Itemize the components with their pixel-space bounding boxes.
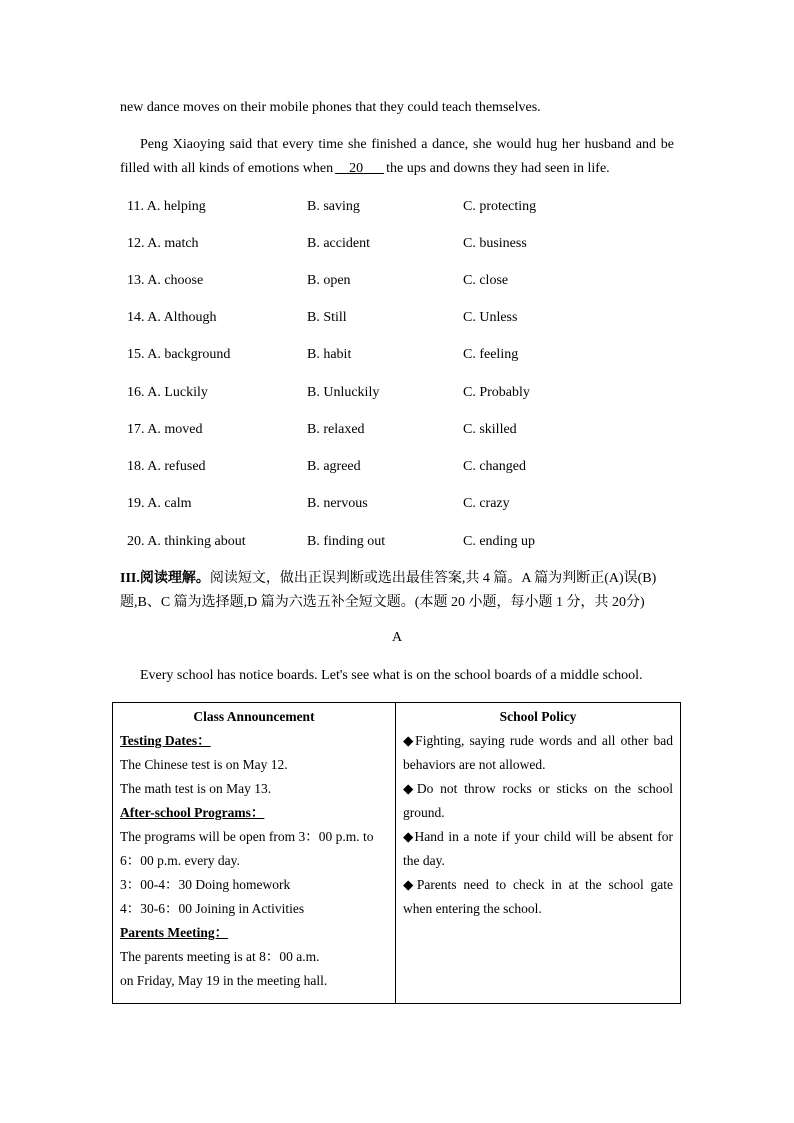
policy-rule: ◆Do not throw rocks or sticks on the school ground.	[403, 781, 673, 820]
meeting-line: on Friday, May 19 in the meeting hall.	[120, 973, 328, 988]
passage-letter: A	[391, 630, 403, 645]
programs-line: 4：30-6：00 Joining in Activities	[120, 901, 305, 916]
school-policy-header: School Policy	[499, 709, 577, 724]
option-a[interactable]: 20. A. thinking about	[127, 534, 246, 549]
option-row-18	[0, 457, 794, 477]
option-c[interactable]: C. skilled	[463, 422, 517, 437]
paragraph-text-end: the ups and downs they had seen in life.	[386, 161, 610, 176]
option-row-14	[0, 308, 794, 328]
programs-line: The programs will be open from 3：00 p.m. to 6：00 p.m. every day.	[120, 829, 374, 868]
programs-title: After-school Programs：	[120, 805, 265, 820]
option-b[interactable]: B. agreed	[307, 459, 361, 474]
blank-number: 20	[349, 161, 364, 176]
policy-rule: ◆Fighting, saying rude words and all other bad behaviors are not allowed.	[403, 733, 673, 772]
option-a[interactable]: 13. A. choose	[127, 273, 204, 288]
policy-rule: ◆Parents need to check in at the school gate when entering the school.	[403, 877, 673, 916]
option-c[interactable]: C. crazy	[463, 496, 510, 511]
option-row-11	[0, 197, 794, 217]
option-c[interactable]: C. changed	[463, 459, 526, 474]
school-policy-cell	[396, 703, 681, 1004]
option-c[interactable]: C. Probably	[463, 385, 530, 400]
programs-line: 3：00-4：30 Doing homework	[120, 877, 291, 892]
option-c[interactable]: C. Unless	[463, 310, 518, 325]
passage-intro: Every school has notice boards. Let's see what is on the school boards of a middle school.	[140, 668, 643, 683]
meeting-line: The parents meeting is at 8：00 a.m.	[120, 949, 320, 964]
option-row-20	[0, 532, 794, 552]
option-row-19	[0, 494, 794, 514]
option-a[interactable]: 17. A. moved	[127, 422, 203, 437]
testing-dates-title: Testing Dates：	[120, 733, 211, 748]
option-a[interactable]: 18. A. refused	[127, 459, 206, 474]
parents-meeting-title: Parents Meeting：	[120, 925, 229, 940]
notice-table	[112, 702, 681, 1004]
class-announcement-header: Class Announcement	[193, 709, 315, 724]
testing-line: The Chinese test is on May 12.	[120, 757, 288, 772]
option-c[interactable]: C. protecting	[463, 199, 537, 214]
section-instructions: 阅读短文，做出正误判断或选出最佳答案,共 4 篇。A 篇为判断正(A)误(B)题,B、C 篇为选择题,D 篇为六选五补全短文题。(本题 20 小题，每小题 1 分，共 20分)	[120, 571, 657, 610]
testing-line: The math test is on May 13.	[120, 781, 272, 796]
passage-line: new dance moves on their mobile phones that they could teach themselves.	[120, 100, 541, 115]
section-title-bold: III.阅读理解。	[120, 571, 210, 586]
option-row-12	[0, 234, 794, 254]
paragraph-text: Peng Xiaoying said that every time she finished a dance, she would hug her husband and be filled with all kinds of emotions when	[120, 137, 674, 176]
option-b[interactable]: B. saving	[307, 199, 360, 214]
option-row-16	[0, 383, 794, 403]
option-b[interactable]: B. accident	[307, 236, 370, 251]
option-a[interactable]: 14. A. Although	[127, 310, 217, 325]
class-announcement-cell	[113, 703, 396, 1004]
option-b[interactable]: B. open	[307, 273, 351, 288]
blank-20[interactable]	[333, 161, 386, 176]
option-a[interactable]: 15. A. background	[127, 347, 231, 362]
option-b[interactable]: B. nervous	[307, 496, 368, 511]
option-a[interactable]: 19. A. calm	[127, 496, 192, 511]
section-heading	[120, 567, 680, 615]
option-row-15	[0, 345, 794, 365]
option-c[interactable]: C. feeling	[463, 347, 519, 362]
option-a[interactable]: 16. A. Luckily	[127, 385, 208, 400]
option-c[interactable]: C. close	[463, 273, 509, 288]
option-a[interactable]: 11. A. helping	[127, 199, 206, 214]
option-c[interactable]: C. ending up	[463, 534, 535, 549]
option-b[interactable]: B. Still	[307, 310, 347, 325]
policy-rule: ◆Hand in a note if your child will be absent for the day.	[403, 829, 673, 868]
option-b[interactable]: B. finding out	[307, 534, 386, 549]
option-row-17	[0, 420, 794, 440]
option-c[interactable]: C. business	[463, 236, 527, 251]
option-b[interactable]: B. habit	[307, 347, 352, 362]
option-b[interactable]: B. Unluckily	[307, 385, 380, 400]
option-row-13	[0, 271, 794, 291]
passage-paragraph	[120, 133, 674, 181]
option-a[interactable]: 12. A. match	[127, 236, 199, 251]
option-b[interactable]: B. relaxed	[307, 422, 365, 437]
